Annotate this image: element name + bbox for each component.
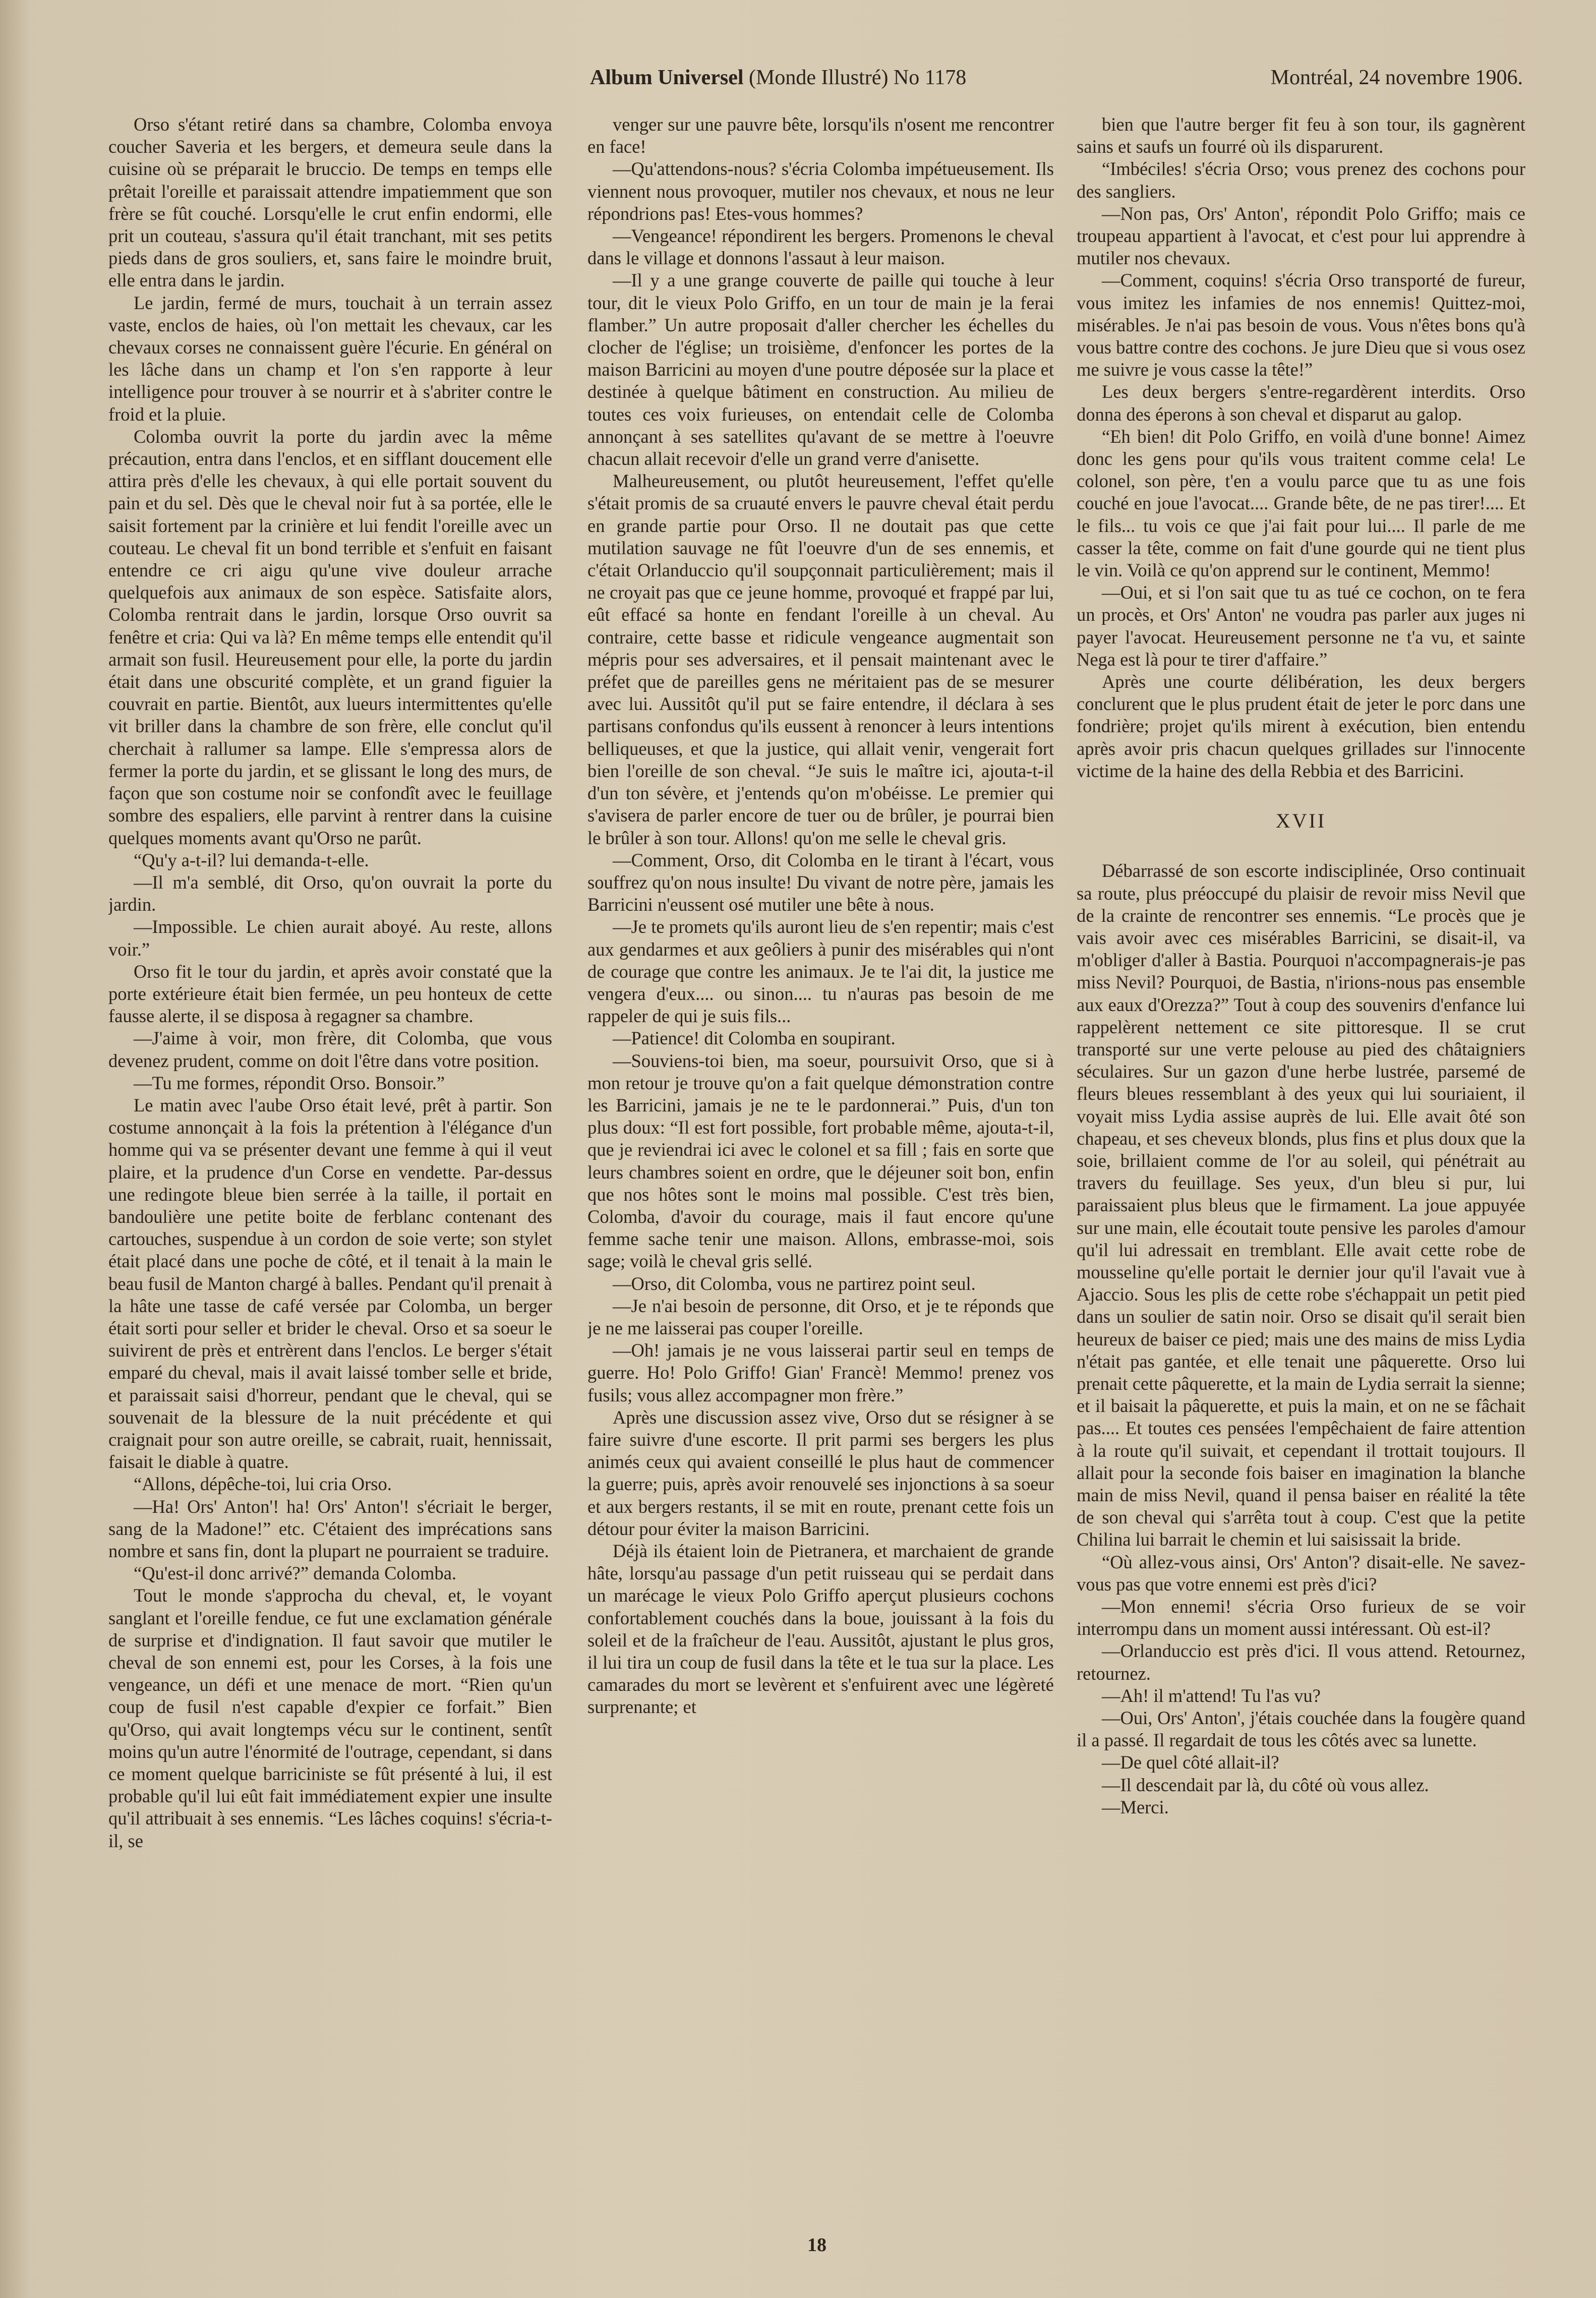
- paragraph: —Oui, et si l'on sait que tu as tué ce cochon, on te fera un procès, et Ors' Anton' ne voudra pas parler aux juges ni payer l'avocat. Heureusement personne ne t'a vu, et sainte Nega est là pour te tirer d'affaire.”: [1077, 582, 1525, 670]
- paragraph: Tout le monde s'approcha du cheval, et, le voyant sanglant et l'oreille fendue, ce fut une exclamation générale de surprise et d'indignation. Il faut savoir que mutiler le cheval de son ennemi est, pour les Corses, à la fois une vengeance, un défi et une menace de mort. “Rien qu'un coup de fusil n'est capable d'expier ce forfait.” Bien qu'Orso, qui avait longtemps vécu sur le continent, sentît moins qu'un autre l'énormité de l'outrage, cependant, si dans ce moment quelque barriciniste se fût présenté à lui, il est probable qu'il lui eût fait immédiatement expier une insulte qu'il attribuait à ses ennemis. “Les lâches coquins! s'écria-t-il, se: [108, 1585, 552, 1851]
- paragraph: —Comment, Orso, dit Colomba en le tirant à l'écart, vous souffrez qu'on nous insulte! Du vivant de notre père, jamais les Barricini n'eussent osé mutiler une bête à nous.: [587, 849, 1054, 915]
- paragraph: —Qu'attendons-nous? s'écria Colomba impétueusement. Ils viennent nous provoquer, mutiler nos chevaux, et nous ne leur répondrions pas! Etes-vous hommes?: [587, 158, 1054, 224]
- paragraph: Les deux bergers s'entre-regardèrent interdits. Orso donna des éperons à son cheval et disparut au galop.: [1077, 381, 1525, 425]
- paragraph: Le jardin, fermé de murs, touchait à un terrain assez vaste, enclos de haies, où l'on mettait les chevaux, car les chevaux corses ne connaissent guère l'écurie. En général on les lâche dans un champ et l'on s'en rapporte à leur intelligence pour trouver à se nourrir et à s'abriter contre le froid et la pluie.: [108, 292, 552, 425]
- paragraph: —Oh! jamais je ne vous laisserai partir seul en temps de guerre. Ho! Polo Griffo! Gian' Francè! Memmo! prenez vos fusils; vous allez accompagner mon frère.”: [587, 1340, 1054, 1405]
- paragraph: —Patience! dit Colomba en soupirant.: [613, 1028, 896, 1049]
- publication-title: [590, 66, 966, 90]
- paragraph: Colomba ouvrit la porte du jardin avec la même précaution, entra dans l'enclos, et en sifflant doucement elle attira près d'elle les chevaux, à qui elle portait souvent du pain et du sel. Dès que le cheval noir fut à sa portée, elle le saisit fortement par la crinière et lui fendit l'oreille avec un couteau. Le cheval fit un bond terrible et s'enfuit en faisant entendre ce cri aigu qu'une vive douleur arrache quelquefois aux animaux de son espèce. Satisfaite alors, Colomba rentrait dans le jardin, lorsque Orso ouvrit sa fenêtre et cria: Qui va là? En même temps elle entendit qu'il armait son fusil. Heureusement pour elle, la porte du jardin était dans une obscurité complète, et un grand figuier la couvrait en partie. Bientôt, aux lueurs intermittentes qu'elle vit briller dans la chambre de son frère, elle conclut qu'il cherchait à rallumer sa lampe. Elle s'empressa alors de fermer la porte du jardin, et se glissant le long des murs, de façon que son costume noir se confondît avec le feuillage sombre des espaliers, elle parvint à rentrer dans la cuisine quelques moments avant qu'Orso ne parût.: [108, 426, 552, 848]
- paragraph: “Qu'y a-t-il? lui demanda-t-elle.: [134, 849, 369, 870]
- running-header: [0, 66, 1596, 106]
- paragraph: —Souviens-toi bien, ma soeur, poursuivit Orso, que si à mon retour je trouve qu'on a fait quelque démonstration contre les Barricini, jamais je ne te le pardonnerai.” Puis, d'un ton plus doux: “Il est fort possible, fort probable même, ajouta-t-il, que je reviendrai ici avec le colonel et sa fill ; fais en sorte que leurs chambres soient en ordre, que le déjeuner soit bon, enfin que nos hôtes sont le moins mal possible. C'est très bien, Colomba, d'avoir du courage, mais il faut encore qu'une femme sache tenir une maison. Allons, embrasse-moi, sois sage; voilà le cheval gris sellé.: [587, 1050, 1054, 1272]
- paragraph: —Ha! Ors' Anton'! ha! Ors' Anton'! s'écriait le berger, sang de la Madone!” etc. C'étaient des imprécations sans nombre et sans fin, dont la plupart ne pourraient se traduire.: [108, 1496, 552, 1561]
- publication-date: Montréal, 24 novembre 1906.: [1270, 66, 1523, 89]
- column-3-after-chapter: [1077, 860, 1525, 1818]
- paragraph: —De quel côté allait-il?: [1102, 1752, 1279, 1773]
- column-3: [1077, 113, 1525, 2206]
- paragraph: Débarrassé de son escorte indisciplinée, Orso continuait sa route, plus préoccupé du plaisir de revoir miss Nevil que de la crainte de rencontrer ses ennemis. “Le procès que je vais avoir avec ces misérables Barricini, se disait-il, va m'obliger d'aller à Bastia. Pourquoi n'accompagnerais-je pas miss Nevil? Pourquoi, de Bastia, n'irions-nous pas ensemble aux eaux d'Orezza?” Tout à coup des souvenirs d'enfance lui rappelèrent nettement ce site pittoresque. Il se crut transporté sur une verte pelouse au pied des châtaigniers séculaires. Sur un gazon d'une herbe lustrée, parsemé de fleurs bleues ressemblant à des yeux qui lui souriaient, il voyait miss Lydia assise auprès de lui. Elle avait ôté son chapeau, et ses cheveux blonds, plus fins et plus doux que la soie, brillaient comme de l'or au soleil, qui pénétrait au travers du feuillage. Ses yeux, d'un bleu si pur, lui paraissaient plus bleus que le firmament. La joue appuyée sur une main, elle écoutait toute pensive les paroles d'amour qu'il lui adressait en tremblant. Elle avait cette robe de mousseline qu'elle portait le dernier jour qu'il l'avait vue à Ajaccio. Sous les plis de cette robe s'échappait un petit pied dans un soulier de satin noir. Orso se disait qu'il serait bien heureux de baiser ce pied; mais une des mains de miss Lydia n'était pas gantée, et elle tenait une pâquerette. Orso lui prenait cette pâquerette, et la main de Lydia serrait la sienne; et il baisait la pâquerette, et puis la main, et on ne se fâchait pas.... Et toutes ces pensées l'empêchaient de faire attention à la route qu'il suivait, et cependant il trottait toujours. Il allait pour la seconde fois baiser en imagination la blanche main de miss Nevil, quand il pensa baiser en réalité la tête de son cheval qui s'arrêta tout à coup. C'est que la petite Chilina lui barrait le chemin et lui saisissait la bride.: [1077, 860, 1525, 1550]
- paragraph: —Il m'a semblé, dit Orso, qu'on ouvrait la porte du jardin.: [108, 871, 552, 915]
- paragraph: —J'aime à voir, mon frère, dit Colomba, que vous devenez prudent, comme on doit l'être dans votre position.: [108, 1028, 552, 1071]
- page-number: 18: [807, 2234, 826, 2256]
- paragraph: —Vengeance! répondirent les bergers. Promenons le cheval dans le village et donnons l'assaut à leur maison.: [587, 225, 1054, 269]
- paragraph: —Je te promets qu'ils auront lieu de s'en repentir; mais c'est aux gendarmes et aux geôliers à punir des misérables qui n'ont de courage que contre les animaux. Je te l'ai dit, la justice me vengera d'eux.... ou sinon.... tu n'auras pas besoin de me rappeler de qui je suis fils...: [587, 916, 1054, 1027]
- paragraph: Malheureusement, ou plutôt heureusement, l'effet qu'elle s'était promis de sa cruauté envers le pauvre cheval était perdu en grande partie pour Orso. Il ne doutait pas que cette mutilation sauvage ne fût l'oeuvre d'un de ses ennemis, et c'était Orlanduccio qu'il soupçonnait particulièrement; mais il ne croyait pas que ce jeune homme, provoqué et frappé par lui, eût effacé sa honte en fendant l'oreille à un cheval. Au contraire, cette basse et ridicule vengeance augmentait son mépris pour ses adversaires, et il pensait maintenant avec le préfet que de pareilles gens ne méritaient pas de se mesurer avec lui. Aussitôt qu'il put se faire entendre, il déclara à ses partisans confondus qu'ils eussent à renoncer à leurs intentions belliqueuses, et que la justice, qui allait venir, vengerait fort bien l'oreille de son cheval. “Je suis le maître ici, ajouta-t-il d'un ton sévère, et j'entends qu'on m'obéisse. Le premier qui s'avisera de parler encore de tuer ou de brûler, je pourrai bien le brûler à son tour. Allons! qu'on me selle le cheval gris.: [587, 470, 1054, 848]
- column-3-before-chapter: [1077, 113, 1525, 782]
- paragraph: —Non pas, Ors' Anton', répondit Polo Griffo; mais ce troupeau appartient à l'avocat, et c'est pour lui apprendre à mutiler nos chevaux.: [1077, 203, 1525, 269]
- paragraph: Orso s'étant retiré dans sa chambre, Colomba envoya coucher Saveria et les bergers, et demeura seule dans la cuisine où se préparait le bruccio. De temps en temps elle prêtait l'oreille et paraissait attendre impatiemment que son frère se fût couché. Lorsqu'elle le crut enfin endormi, elle prit un couteau, s'assura qu'il était tranchant, mit ses petits pieds dans de gros souliers, et, sans faire le moindre bruit, elle entra dans le jardin.: [108, 114, 552, 291]
- paragraph: —Tu me formes, répondit Orso. Bonsoir.”: [134, 1072, 445, 1093]
- paragraph: Après une discussion assez vive, Orso dut se résigner à se faire suivre d'une escorte. Il prit parmi ses bergers les plus animés ceux qui avaient conseillé le plus haut de commencer la guerre; puis, après avoir renouvelé ses injonctions à sa soeur et aux bergers restants, il se mit en route, prenant cette fois un détour pour éviter la maison Barricini.: [587, 1406, 1054, 1539]
- column-1: [108, 113, 552, 2206]
- column-2: [587, 113, 1054, 2206]
- paragraph: —Comment, coquins! s'écria Orso transporté de fureur, vous imitez les infamies de nos ennemis! Quittez-moi, misérables. Je n'ai pas besoin de vous. Vous n'êtes bons qu'à vous battre contre des cochons. Je jure Dieu que si vous osez me suivre je vous casse la tête!”: [1077, 270, 1525, 380]
- paragraph: venger sur une pauvre bête, lorsqu'ils n'osent me rencontrer en face!: [587, 114, 1054, 157]
- paragraph: “Qu'est-il donc arrivé?” demanda Colomba.: [134, 1563, 457, 1584]
- paragraph: “Allons, dépêche-toi, lui cria Orso.: [134, 1474, 392, 1495]
- paragraph: —Il y a une grange couverte de paille qui touche à leur tour, dit le vieux Polo Griffo, en un tour de main je la ferai flamber.” Un autre proposait d'aller chercher les échelles du clocher de l'église; un troisième, d'enfoncer les portes de la maison Barricini au moyen d'une poutre déposée sur la place et destinée à quelque bâtiment en construction. Au milieu de toutes ces voix furieuses, on entendait celle de Colomba annonçant à ses satellites qu'avant de se mettre à l'oeuvre chacun allait recevoir d'elle un grand verre d'anisette.: [587, 270, 1054, 469]
- paragraph: “Eh bien! dit Polo Griffo, en voilà d'une bonne! Aimez donc les gens pour qu'ils vous traitent comme cela! Le colonel, son père, t'en a voulu parce que tu as une fois couché en joue l'avocat.... Grande bête, de ne pas tirer!.... Et le fils... tu vois ce que j'ai fait pour lui.... Il parle de me casser la tête, comme on fait d'une gourde qui ne tient plus le vin. Voilà ce qu'on apprend sur le continent, Memmo!: [1077, 426, 1525, 581]
- paragraph: —Mon ennemi! s'écria Orso furieux de se voir interrompu dans un moment aussi intéressant. Où est-il?: [1077, 1596, 1525, 1639]
- paragraph: bien que l'autre berger fit feu à son tour, ils gagnèrent sains et saufs un fourré où ils disparurent.: [1077, 114, 1525, 157]
- paragraph: —Il descendait par là, du côté où vous allez.: [1102, 1774, 1429, 1795]
- chapter-heading: XVII: [1275, 809, 1327, 833]
- paragraph: —Orlanduccio est près d'ici. Il vous attend. Retournez, retournez.: [1077, 1640, 1525, 1684]
- paragraph: —Oui, Ors' Anton', j'étais couchée dans la fougère quand il a passé. Il regardait de tous les côtés avec sa lunette.: [1077, 1707, 1525, 1751]
- paragraph: —Merci.: [1102, 1796, 1169, 1817]
- paragraph: —Je n'ai besoin de personne, dit Orso, et je te réponds que je ne me laisserai pas couper l'oreille.: [587, 1295, 1054, 1338]
- paragraph: Le matin avec l'aube Orso était levé, prêt à partir. Son costume annonçait à la fois la prétention à l'élégance d'un homme qui va se présenter devant une femme à qui il veut plaire, et la prudence d'un Corse en vendette. Par-dessus une redingote bleue bien serrée à la taille, il portait en bandoulière une petite boite de ferblanc contenant des cartouches, suspendue à un cordon de soie verte; son stylet était placé dans une poche de côté, et il tenait à la main le beau fusil de Manton chargé à balles. Pendant qu'il prenait à la hâte une tasse de café versée par Colomba, un berger était sorti pour seller et brider le cheval. Orso et sa soeur le suivirent de près et entrèrent dans l'enclos. Le berger s'était emparé du cheval, mais il avait laissé tomber selle et bride, et paraissait saisi d'horreur, pendant que le cheval, qui se souvenait de la blessure de la nuit précédente et qui craignait pour son autre oreille, se cabrait, ruait, hennissait, faisait le diable à quatre.: [108, 1094, 552, 1472]
- paragraph: Déjà ils étaient loin de Pietranera, et marchaient de grande hâte, lorsqu'au passage d'un petit ruisseau qui se perdait dans un marécage le vieux Polo Griffo aperçut plusieurs cochons confortablement couchés dans la boue, jouissant à la fois du soleil et de la fraîcheur de l'eau. Aussitôt, ajustant le plus gros, il lui tira un coup de fusil dans la tête et le tua sur la place. Les camarades du mort se levèrent et s'enfuirent avec une légèreté surprenante; et: [587, 1541, 1054, 1718]
- paragraph: —Impossible. Le chien aurait aboyé. Au reste, allons voir.”: [108, 916, 552, 960]
- paragraph: —Ah! il m'attend! Tu l'as vu?: [1102, 1685, 1321, 1706]
- publication-issue: (Monde Illustré) No 1178: [743, 66, 967, 89]
- paragraph: Orso fit le tour du jardin, et après avoir constaté que la porte extérieure était bien fermée, un peu honteux de cette fausse alerte, il se disposa à regagner sa chambre.: [108, 961, 552, 1027]
- publication-name: Album Universel: [590, 66, 744, 89]
- paragraph: —Orso, dit Colomba, vous ne partirez point seul.: [613, 1273, 976, 1294]
- paragraph: Après une courte délibération, les deux bergers conclurent que le plus prudent était de jeter le porc dans une fondrière; projet qu'ils mirent à exécution, bien entendu après avoir pris chacun quelques grillades sur l'innocente victime de la haine des della Rebbia et des Barricini.: [1077, 671, 1525, 781]
- paragraph: “Imbéciles! s'écria Orso; vous prenez des cochons pour des sangliers.: [1077, 158, 1525, 202]
- paragraph: “Où allez-vous ainsi, Ors' Anton'? disait-elle. Ne savez-vous pas que votre ennemi est près d'ici?: [1077, 1551, 1525, 1595]
- text-columns: [0, 113, 1596, 2206]
